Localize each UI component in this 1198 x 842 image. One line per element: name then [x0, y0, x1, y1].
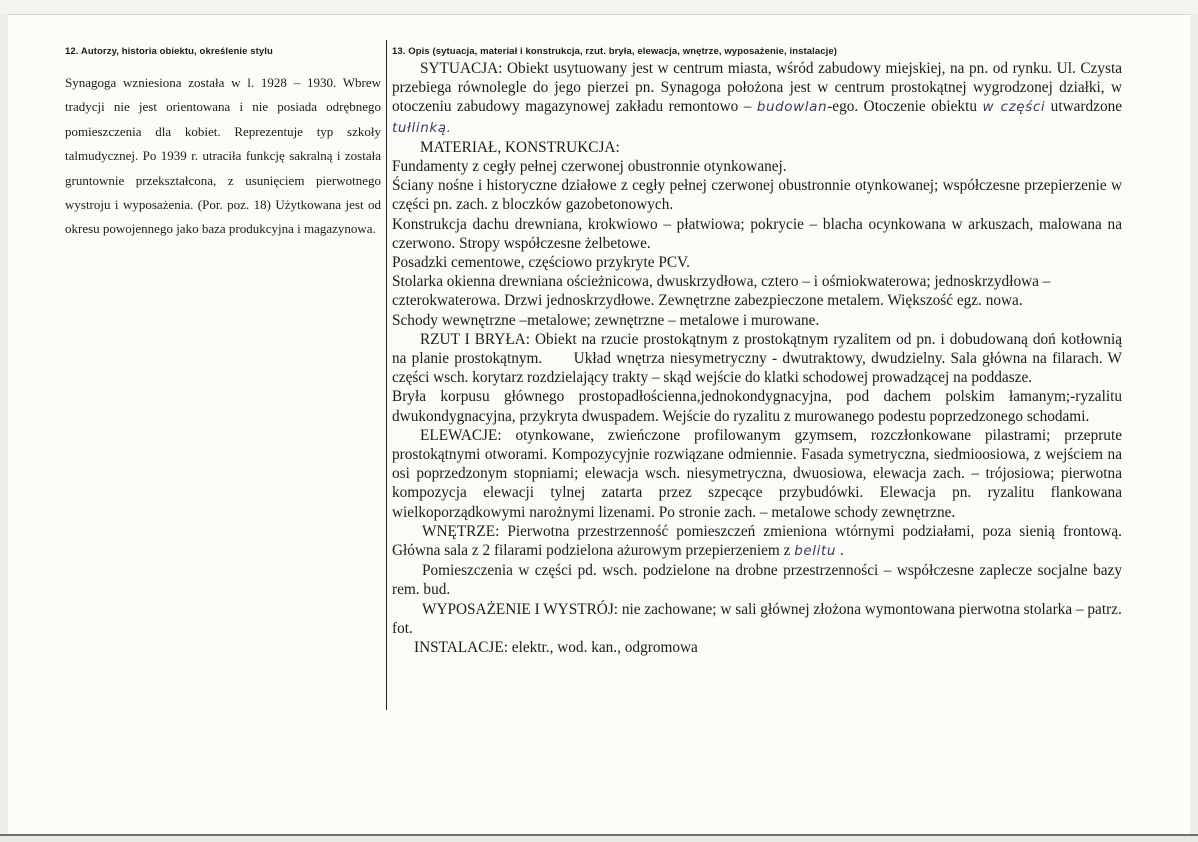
handwritten-word-budowlan: budowlan	[756, 99, 828, 116]
line-konstrukcja-dachu: Konstrukcja dachu drewniana, krokwiowo – płatwiowa; pokrycie – blacha ocynkowana w arkuszach, malowana na czerwono. Stropy współczesne żelbetowe.	[392, 215, 1122, 252]
section-12-heading: 12. Autorzy, historia obiektu, określenie stylu	[65, 46, 273, 57]
line-schody: Schody wewnętrzne –metalowe; zewnętrzne – metalowe i murowane.	[392, 311, 820, 329]
section-13-body	[392, 59, 1126, 657]
wnetrze-text: WNĘTRZE: Pierwotna przestrzenność pomieszczeń zmieniona wtórnymi podziałami, poza sienią frontową. Główna sala z 2 filarami podzielona ażurowym przepierzeniem z	[392, 522, 1122, 560]
column-divider	[386, 40, 387, 710]
scan-edge-right	[1190, 14, 1198, 836]
sytuacja-text-2: -ego. Otoczenie obiektu	[827, 98, 977, 116]
section-13-heading: 13. Opis (sytuacja, materiał i konstrukcja, rzut. bryła, elewacja, wnętrze, wyposażenie, instalacje)	[392, 46, 838, 57]
heading-material: MATERIAŁ, KONSTRUKCJA:	[420, 138, 620, 156]
line-sciany: Ściany nośne i historyczne działowe z cegły pełnej czerwonej obustronnie otynkowanej; współczesne przepierzenie w części pn. zach. z bloczków gazobetonowych.	[392, 177, 1122, 214]
scan-edge-bottom	[0, 836, 1198, 842]
wnetrze-tail: .	[836, 542, 844, 560]
paragraph-bryla: Bryła korpusu głównego prostopadłościenna,jednokondygnacyjna, pod dachem polskim łamanym;-ryzalitu dwukondygnacyjna, przykryta dwuspadem. Wejście do ryzalitu z murowanego podestu poprzedzonego schodami.	[392, 388, 1122, 425]
paragraph-instalacje: INSTALACJE: elektr., wod. kan., odgromowa	[414, 639, 698, 657]
paragraph-sytuacja	[392, 59, 1122, 138]
section-12-body: Synagoga wzniesiona została w l. 1928 – 1930. Wbrew tradycji nie jest orientowana i nie posiada odrębnego pomieszczenia dla kobiet. Reprezentuje typ szkoły talmudycznej. Po 1939 r. utraciła funkcję sakralną i została gruntownie przekształcona, z usunięciem pierwotnego wystroju i wyposażenia. (Por. poz. 18) Użytkowana jest od okresu powojennego jako baza produkcyjna i magazynowa.	[65, 75, 381, 237]
scan-edge-top	[0, 0, 1198, 14]
sytuacja-text: SYTUACJA: Obiekt usytuowany jest w centrum miasta, wśród zabudowy miejskiej, na pn. od rynku. Ul. Czysta przebiega równolegle do jego pierzei pn. Synagoga położona jest w centrum prostokątnej wygrodzonej działki, w otoczeniu zabudowy magazynowej zakładu remontowo –	[392, 60, 1122, 116]
section-13	[392, 45, 1126, 657]
handwritten-word-w-czesci: w części	[982, 99, 1046, 116]
line-posadzki: Posadzki cementowe, częściowo przykryte PCV.	[392, 254, 690, 272]
sytuacja-text-3: utwardzone	[1050, 98, 1123, 116]
line-fundamenty: Fundamenty z cegły pełnej czerwonej obustronnie otynkowanej.	[392, 158, 787, 176]
paragraph-elewacje: ELEWACJE: otynkowane, zwieńczone profilowanym gzymsem, rozczłonkowane pilastrami; przeprute prostokątnymi otworami. Kompozycyjnie rozwiązane odmiennie. Fasada symetryczna, siedmioosiowa, z wejściem na osi poprzedzonym stopniami; elewacja wsch. niesymetryczna, dwuosiowa, elewacja zach. – trójosiowa; pierwotna kompozycja elewacji tylnej zatarta przez szpecące przybudówki. Elewacja pn. ryzalitu flankowana wielkoporządkowymi narożnymi lizenami. Po stronie zach. – metalowe schody zewnętrzne.	[392, 426, 1122, 521]
scan-edge-left	[0, 14, 8, 836]
paragraph-wnetrze	[392, 522, 1122, 561]
handwritten-word-belitu: belitu	[794, 543, 837, 560]
handwritten-word-tulinka: tułlinką.	[392, 119, 452, 136]
paragraph-wyposazenie: WYPOSAŻENIE I WYSTRÓJ: nie zachowane; w sali głównej złożona wymontowana pierwotna stolarka – patrz. fot.	[392, 600, 1122, 637]
section-12	[65, 45, 381, 242]
paragraph-rzut: RZUT I BRYŁA: Obiekt na rzucie prostokątnym z prostokątnym ryzalitem od pn. i dobudowaną doń kotłownią na planie prostokątnym. Układ wnętrza niesymetryczny - dwutraktowy, dwudzielny. Sala główna na filarach. W części wsch. korytarz rozdzielający trakty – skąd wejście do klatki schodowej prowadzącej na poddasze.	[392, 330, 1126, 387]
line-stolarka: Stolarka okienna drewniana ościeżnicowa, dwuskrzydłowa, cztero – i ośmiokwaterowa; jednoskrzydłowa – czterokwaterowa. Drzwi jednoskrzydłowe. Zewnętrzne zabezpieczone metalem. Większość egz. nowa.	[392, 273, 1051, 310]
paragraph-pomieszczenia: Pomieszczenia w części pd. wsch. podzielone na drobne przestrzenności – współczesne zaplecze socjalne bazy rem. bud.	[392, 562, 1122, 599]
scan-edge-line-top	[0, 14, 1198, 15]
